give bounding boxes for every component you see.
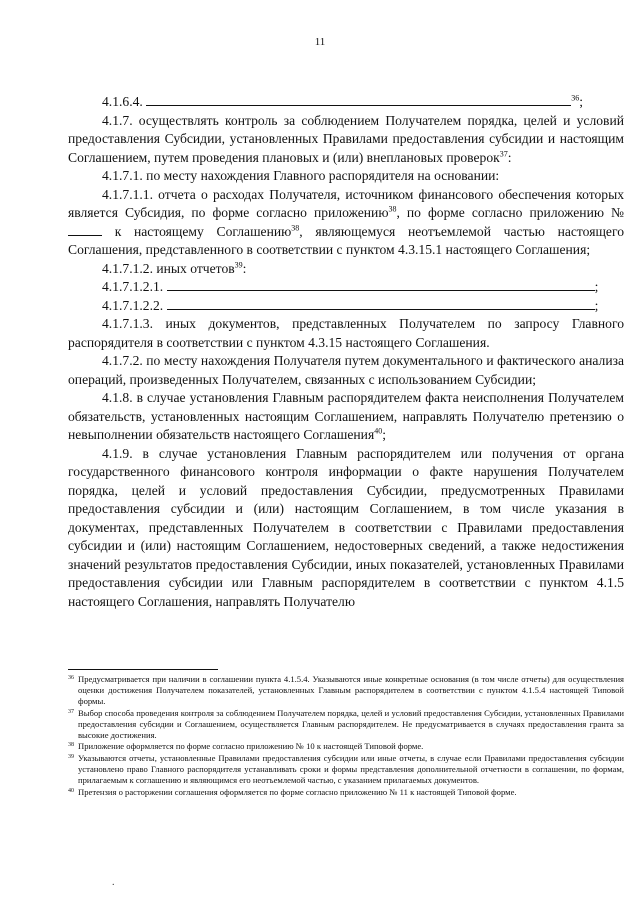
footnotes (68, 674, 624, 799)
footnote: 40 Претензия о расторжении соглашения оформляется по форме согласно приложению № 11 к настоящей Типовой форме. (68, 787, 517, 798)
footnote: 36 Предусматривается при наличии в соглашении пункта 4.1.5.4. Указываются иные конкретные основания (в том числе отчеты) для осуществления оценки достижения Получателем показателей, установленных Главным распорядителем в соответствии с пунктом 4.1.5.4 настоящей Типовой формы. (68, 674, 624, 706)
clause-4-1-7-1-1: 4.1.7.1.1. отчета о расходах Получателя, источником финансового обеспечения которых является Субсидия, по форме согласно приложению$^{38}$, по форме согласно приложению № к настоящему Соглашению$^{38}$, являющемуся неотъемлемой частью настоящего Соглашения, представленного в соответствии с пунктом 4.3.15.1 настоящего Соглашения; (68, 186, 624, 257)
fill-in-blank (68, 223, 102, 236)
scan-mark: . (112, 877, 115, 888)
clause-4-1-7-1: 4.1.7.1. по месту нахождения Главного распорядителя на основании: (102, 168, 500, 183)
fill-in-blank (167, 297, 595, 310)
footnote: 38 Приложение оформляется по форме согласно приложению № 10 к настоящей Типовой форме. (68, 741, 424, 752)
clause-4-1-6-4: 4.1.6.4. $^{36}$; (102, 93, 583, 109)
clause-4-1-7-1-2-1: 4.1.7.1.2.1. ; (102, 279, 599, 294)
clause-4-1-7-1-2: 4.1.7.1.2. иных отчетов$^{39}$: (102, 259, 247, 276)
clause-4-1-7: 4.1.7. осуществлять контроль за соблюдением Получателем порядка, целей и условий предоставления Субсидии, установленных Правилами предоставления субсидии и настоящим Соглашением, путем проведения плановых и (или) внеплановых проверок$^{37}$: (68, 112, 624, 165)
page-number: 11 (314, 36, 326, 48)
footnote-divider (68, 669, 218, 670)
clause-4-1-7-1-3: 4.1.7.1.3. иных документов, представленных Получателем по запросу Главного распорядителя в соответствии с пунктом 4.3.15 настоящего Соглашения. (68, 316, 624, 350)
footnote: 37 Выбор способа проведения контроля за соблюдением Получателем порядка, целей и условий предоставления Субсидии, установленных Правилами предоставления субсидии и Соглашением, осуществляется Главным распорядителем. Не предусматривается в случаях предоставления гранта за высокие достижения. (68, 707, 624, 740)
clause-4-1-8: 4.1.8. в случае установления Главным распорядителем факта неисполнения Получателем обязательств, установленных настоящим Соглашением, направлять Получателю претензию о невыполнении обязательств настоящего Соглашения$^{40}$; (68, 390, 624, 442)
clause-4-1-7-2: 4.1.7.2. по месту нахождения Получателя путем документального и фактического анализа операций, произведенных Получателем, связанных с использованием Субсидии; (68, 353, 624, 387)
clause-4-1-7-1-2-2: 4.1.7.1.2.2. ; (102, 297, 599, 313)
clause-4-1-9: 4.1.9. в случае установления Главным распорядителем или получения от органа государственного финансового контроля информации о факте нарушения Получателем порядка, целей и условий предоставления Субсидии, предусмотренных Правилами предоставления субсидии и (или) настоящим Соглашением, в том числе указания в документах, представленных Получателем в соответствии с Правилами предоставления субсидии и (или) настоящим Соглашением, недостоверных сведений, а также недостижения значений результатов предоставления Субсидии, иных показателей, установленных Правилами предоставления субсидии или Главным распорядителем в соответствии с пунктом 4.1.5 настоящего Соглашения, направлять Получателю (68, 445, 624, 609)
fill-in-blank (167, 278, 595, 291)
document-body (68, 93, 624, 611)
footnote: 39 Указываются отчеты, установленные Правилами предоставления субсидии или иные отчеты, в случае если Правилами предоставления субсидии установлено право Главного распорядителя устанавливать сроки и формы представления дополнительной отчетности в соглашении, по формам, прилагаемым к соглашению и являющимся его неотъемлемой частью, с указанием прилагаемых документов. (68, 753, 624, 786)
fill-in-blank (146, 93, 571, 106)
